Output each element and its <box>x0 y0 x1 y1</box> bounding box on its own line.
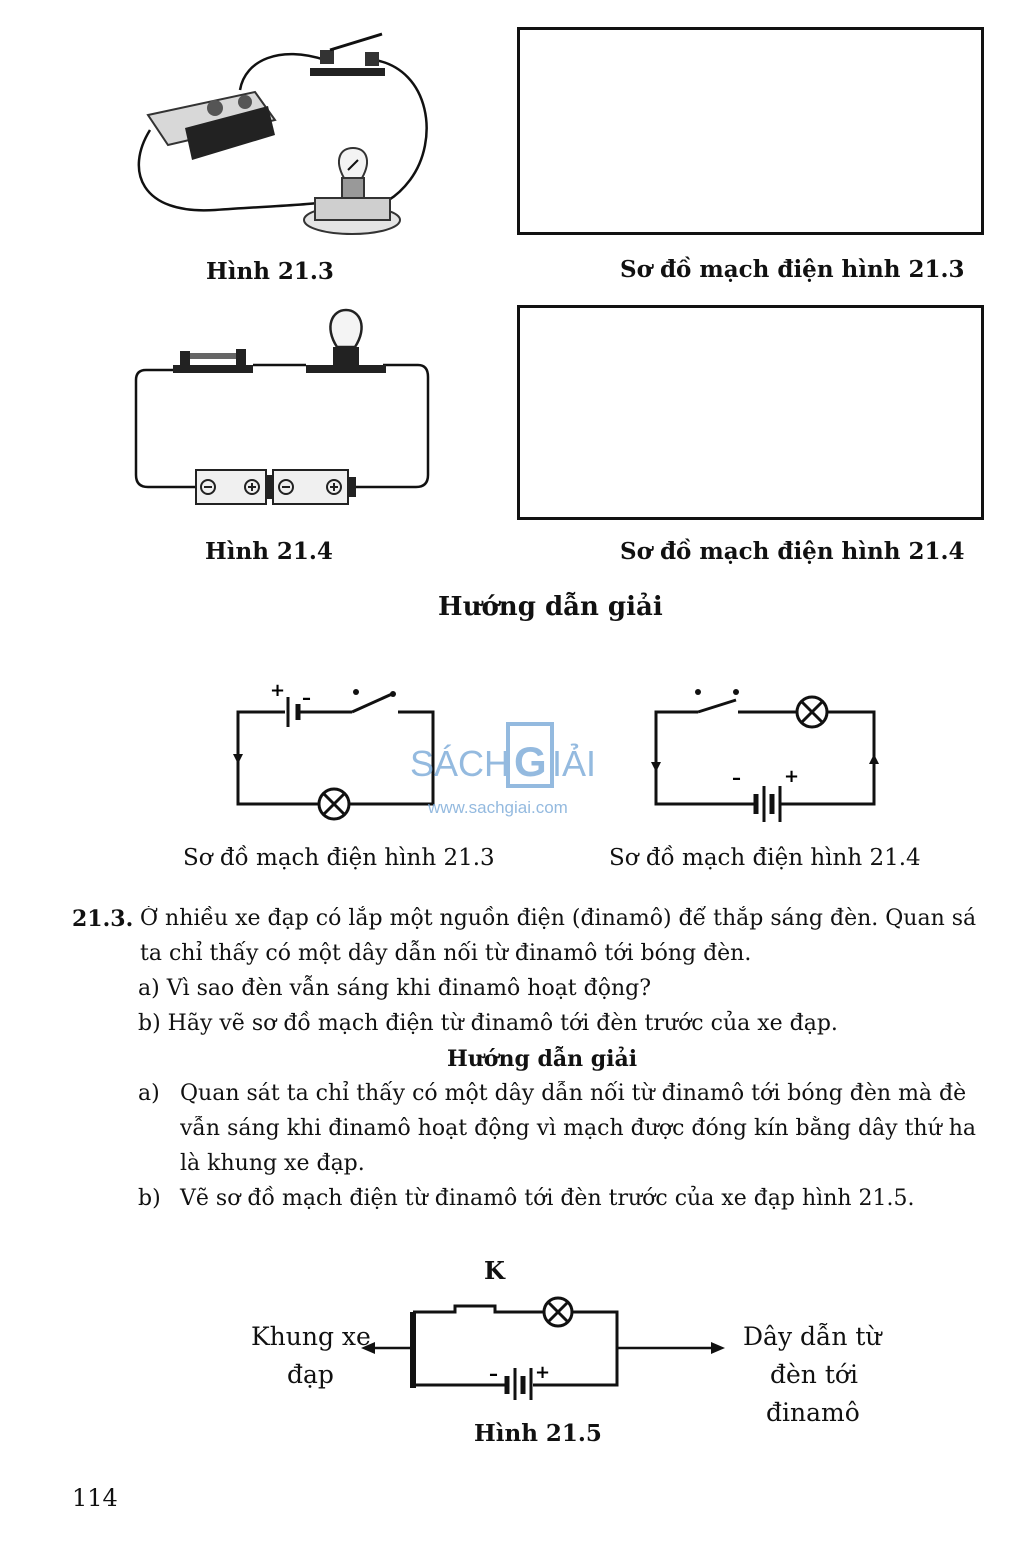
battery-minus-sign: – <box>732 768 741 789</box>
figure-21-3-caption: Hình 21.3 <box>206 258 334 285</box>
battery-plus-sign: + <box>270 680 286 701</box>
answer-a-line-3: là khung xe đạp. <box>180 1151 365 1176</box>
watermark-brand-left: SÁCH <box>410 743 511 784</box>
watermark-brand <box>410 722 620 794</box>
answer-a-line-2: vẫn sáng khi đinamô hoạt động vì mạch được đóng kín bằng dây thứ ha <box>180 1116 977 1141</box>
battery-plus-sign: + <box>535 1362 551 1383</box>
watermark-url: www.sachgiai.com <box>428 798 568 817</box>
wire-label-line-3: đinamô <box>766 1398 860 1427</box>
battery-plus-sign: + <box>784 766 800 787</box>
answer-b-line-1: Vẽ sơ đồ mạch điện từ đinamô tới đèn trước của xe đạp hình 21.5. <box>180 1186 915 1211</box>
problem-text-line-1: Ở nhiều xe đạp có lắp một nguồn điện (đinamô) để thắp sáng đèn. Quan sá <box>140 906 977 931</box>
watermark-brand-letter: G <box>514 738 547 785</box>
solution-heading-1: Hướng dẫn giải <box>438 592 663 622</box>
diagram-21-4-caption: Sơ đồ mạch điện hình 21.4 <box>609 845 921 871</box>
question-b: b) Hãy vẽ sơ đồ mạch điện từ đinamô tới đèn trước của xe đạp. <box>138 1011 838 1036</box>
battery-minus-sign: – <box>489 1364 498 1385</box>
answer-box-21-4-caption: Sơ đồ mạch điện hình 21.4 <box>620 538 965 565</box>
battery-minus-sign: – <box>302 688 311 709</box>
problem-text-line-2: ta chỉ thấy có một dây dẫn nối từ đinamô tới bóng đèn. <box>140 941 752 966</box>
watermark-brand-right: IẢI <box>552 743 597 784</box>
answer-a-label: a) <box>138 1081 160 1106</box>
circuit-diagram-21-5 <box>355 1290 735 1400</box>
page-number: 114 <box>72 1484 118 1512</box>
figure-21-3-illustration <box>120 20 450 250</box>
wire-label-line-1: Dây dẫn từ <box>743 1322 882 1351</box>
answer-b-label: b) <box>138 1186 161 1211</box>
problem-number: 21.3. <box>72 906 134 932</box>
frame-label-line-1: Khung xe <box>251 1322 371 1351</box>
answer-box-21-3[interactable] <box>517 27 984 235</box>
figure-21-4-illustration <box>128 305 438 510</box>
answer-a-line-1: Quan sát ta chỉ thấy có một dây dẫn nối từ đinamô tới bóng đèn mà đè <box>180 1081 967 1106</box>
frame-label-line-2: đạp <box>287 1360 334 1389</box>
switch-label-k: K <box>484 1256 505 1285</box>
answer-box-21-3-caption: Sơ đồ mạch điện hình 21.3 <box>620 256 965 283</box>
circuit-diagram-21-4 <box>648 682 883 822</box>
watermark-logo <box>410 722 620 822</box>
wire-label-line-2: đèn tới <box>770 1360 858 1389</box>
solution-heading-2: Hướng dẫn giải <box>447 1046 638 1072</box>
question-a: a) Vì sao đèn vẫn sáng khi đinamô hoạt động? <box>138 976 652 1001</box>
answer-box-21-4[interactable] <box>517 305 984 520</box>
figure-21-4-caption: Hình 21.4 <box>205 538 333 565</box>
diagram-21-3-caption: Sơ đồ mạch điện hình 21.3 <box>183 845 495 871</box>
figure-21-5-caption: Hình 21.5 <box>474 1420 602 1447</box>
